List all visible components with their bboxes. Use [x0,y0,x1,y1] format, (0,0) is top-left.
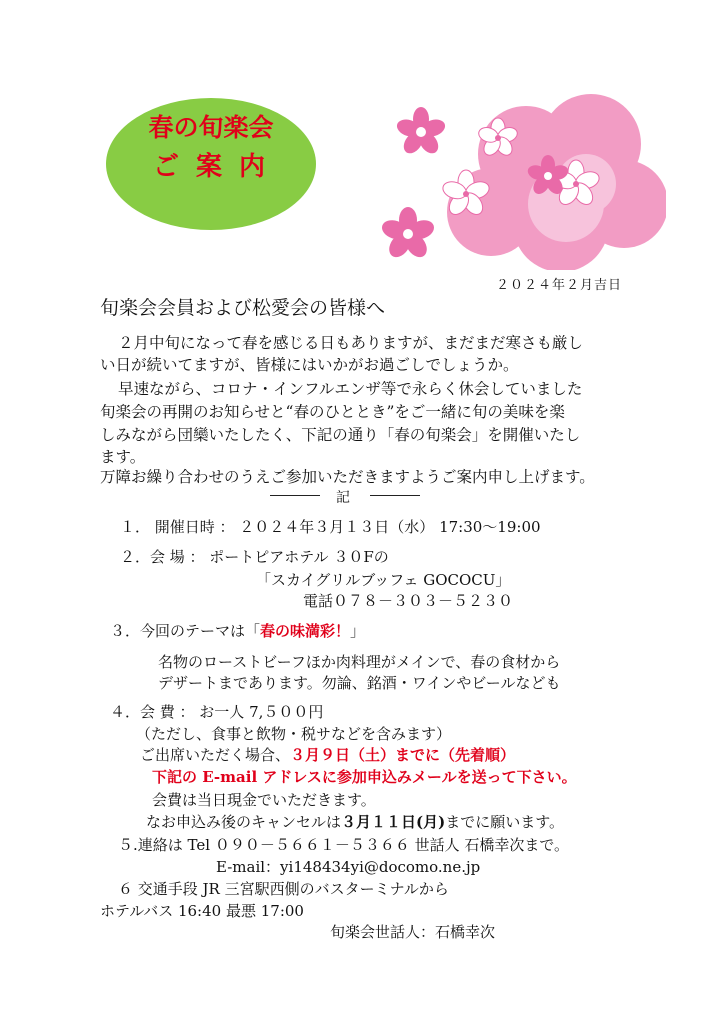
email-instruction: 下記の E-mail アドレスに参加申込みメールを送って下さい。 [152,768,577,786]
cancel-deadline: ３月１１日(月) [341,813,446,831]
contact-email: E-mail：yi148434yi@docomo.ne.jp [216,858,481,876]
paragraph-line: ２月中旬になって春を感じる日もありますが、まだまだ寒さも厳し [118,334,584,352]
cherry-blossom-illustration [376,84,666,270]
item-theme [110,620,365,641]
bus-schedule: ホテルバス 16:40 最悪 17:00 [100,902,304,920]
deadline-prefix: ご出席いただく場合、 [140,746,291,764]
item-contact: ５.連絡は Tel ０９０－５６６１－５３６６ 世話人 石橋幸次まで。 [118,836,570,854]
cancel-prefix: なお申込み後のキャンセルは [146,813,342,831]
deadline-date: ３月９日（土）までに（先着順） [290,746,516,764]
theme-description: デザートまであります。勿論、銘酒・ワインやビールなども [158,674,561,692]
paragraph-line: 万障お繰り合わせのうえご参加いただきますようご案内申し上げます。 [100,468,595,486]
theme-description: 名物のローストビーフほか肉料理がメインで、春の食材から [158,653,561,671]
item-fee: ４．会 費 ： お一人 7,５００円 [110,703,324,721]
small-blossom-icon-2 [380,207,437,261]
paragraph-line: ます。 [100,448,146,466]
paragraph-line: い日が続いてますが、皆様にはいかがお過ごしでしょうか。 [100,356,519,374]
divider-left [270,495,320,496]
theme-prefix: ３．今回のテーマは「 [110,622,261,640]
fee-note: （ただし、食事と飲物・税サなどを含みます） [136,725,452,743]
signature: 旬楽会世話人：石橋幸次 [330,923,496,941]
paragraph-line: しみながら団欒いたしたく、下記の通り「春の旬楽会」を開催いたし [100,426,581,444]
paragraph-line: 旬楽会の再開のお知らせと“春のひととき”をご一緒に旬の美味を楽 [100,403,565,421]
venue-phone: 電話０７８－３０３－５２３０ [303,592,514,610]
deadline-line [140,744,515,765]
cancel-suffix: までに願います。 [445,813,565,831]
greeting-heading: 旬楽会会員および松愛会の皆様へ [100,297,386,319]
item-transport: ６ 交通手段 JR 三宮駅西側のバスターミナルから [118,880,449,898]
cancel-note [146,811,564,832]
event-title: 春の旬楽会 [148,113,274,142]
issue-date: ２０２４年２月吉日 [496,278,623,293]
ki-marker: 記 [336,490,350,506]
payment-note: 会費は当日現金でいただきます。 [152,791,376,809]
title-oval [106,98,316,230]
event-subtitle: ご 案 内 [152,152,270,182]
divider-right [370,495,420,496]
item-venue: ２．会 場 ： ポートピアホテル ３０Fの [120,548,389,566]
paragraph-line: 早速ながら、コロナ・インフルエンザ等で永らく休会していました [118,380,583,398]
venue-name: 「スカイグリルブッフェ GOCOCU」 [256,571,511,589]
small-blossom-icon-1 [395,107,447,157]
item-date-time: １． 開催日時 ： ２０２４年３月１３日（水） 17:30～19:00 [120,518,541,536]
theme-name: 春の味満彩！ [260,622,351,640]
theme-suffix: 」 [350,622,366,640]
